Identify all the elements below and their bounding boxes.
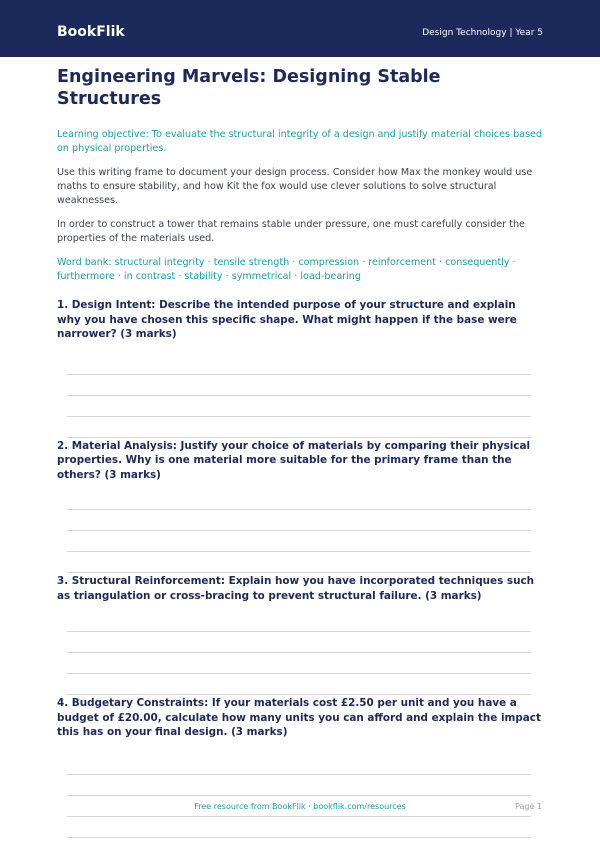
answer-line[interactable] <box>67 816 531 817</box>
subject-year-label: Design Technology | Year 5 <box>422 28 543 38</box>
worksheet-content <box>57 66 543 838</box>
brand-logo: BookFlik <box>57 24 125 40</box>
intro-paragraph-2: In order to construct a tower that remains stable under pressure, one must carefully consider the properties of the materials used. <box>57 219 525 244</box>
question-block-2 <box>57 439 543 574</box>
question-block-3 <box>57 574 543 695</box>
word-bank: Word bank: structural integrity · tensile strength · compression · reinforcement · consequently · furthermore · in contrast · stability · symmetrical · load-bearing <box>57 257 516 282</box>
answer-line[interactable] <box>67 652 531 653</box>
answer-lines-2[interactable] <box>57 509 543 573</box>
header-bar <box>0 0 600 57</box>
answer-line[interactable] <box>67 374 531 375</box>
question-4: 4. Budgetary Constraints: If your materials cost £2.50 per unit and you have a budget of £20.00, calculate how many units you can afford and explain the impact this has on your final design. (3 marks) <box>57 697 541 738</box>
answer-line[interactable] <box>67 551 531 552</box>
answer-line[interactable] <box>67 416 531 417</box>
question-block-1 <box>57 298 543 438</box>
answer-line[interactable] <box>67 837 531 838</box>
learning-objective: Learning objective: To evaluate the structural integrity of a design and justify material choices based on physical properties. <box>57 129 543 154</box>
question-3: 3. Structural Reinforcement: Explain how you have incorporated techniques such as triangulation or cross-bracing to prevent structural failure. (3 marks) <box>57 575 535 602</box>
answer-line[interactable] <box>67 694 531 695</box>
page-title: Engineering Marvels: Designing Stable Structures <box>57 67 441 109</box>
answer-lines-1[interactable] <box>57 374 543 438</box>
footer-resource-link[interactable]: Free resource from BookFlik · bookflik.com/resources <box>194 802 406 811</box>
answer-line[interactable] <box>67 572 531 573</box>
answer-line[interactable] <box>67 673 531 674</box>
page-number: Page 1 <box>515 802 542 811</box>
answer-line[interactable] <box>67 631 531 632</box>
answer-line[interactable] <box>67 530 531 531</box>
answer-line[interactable] <box>67 795 531 796</box>
question-1: 1. Design Intent: Describe the intended purpose of your structure and explain why you have chosen this specific shape. What might happen if the base were narrower? (3 marks) <box>57 299 517 340</box>
answer-lines-3[interactable] <box>57 631 543 695</box>
answer-line[interactable] <box>67 437 531 438</box>
intro-paragraph-1: Use this writing frame to document your design process. Consider how Max the monkey would use maths to ensure stability, and how Kit the fox would use clever solutions to solve structural weaknesses. <box>57 167 533 206</box>
answer-line[interactable] <box>67 774 531 775</box>
question-2: 2. Material Analysis: Justify your choice of materials by comparing their physical properties. Why is one material more suitable for the primary frame than the others? (3 marks) <box>57 439 531 481</box>
question-block-4 <box>57 696 543 838</box>
answer-line[interactable] <box>67 509 531 510</box>
answer-line[interactable] <box>67 395 531 396</box>
